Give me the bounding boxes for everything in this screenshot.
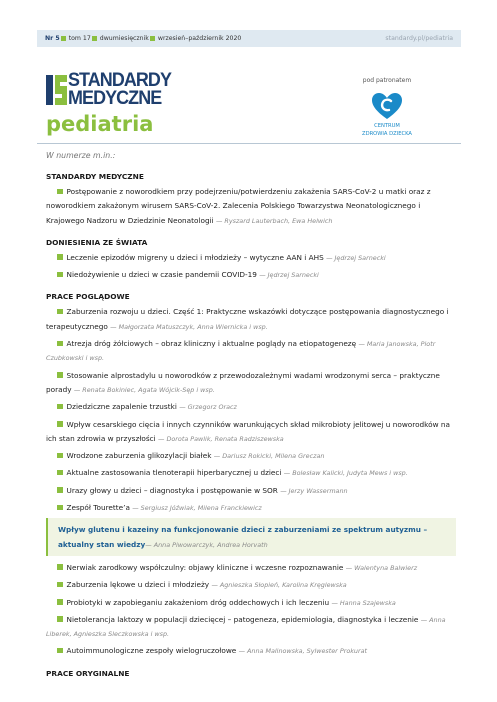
toc-item-title: Wrodzone zaburzenia glikozylacji białek [66, 451, 212, 461]
toc-item-authors: — Małgorzata Matuszczyk, Anna Wiernicka i wsp. [110, 322, 268, 331]
toc-item-title: Autoimmunologiczne zespoły wielogruczołowe [66, 646, 237, 656]
toc-item-title: Leczenie epizodów migreny u dzieci i młodzieży – wytyczne AAN i AHS [66, 252, 324, 262]
toc-item[interactable] [46, 596, 456, 610]
featured-article[interactable] [46, 518, 456, 556]
toc-item-authors: — Dorota Pawlik, Renata Radziszewska [158, 434, 284, 443]
czd-heart-icon [370, 92, 404, 122]
bullet-icon [57, 470, 63, 476]
toc-item[interactable] [46, 561, 456, 575]
bullet-icon [57, 582, 63, 588]
toc-item-title: Zaburzenia rozwoju u dzieci. Część 1: Praktyczne wskazówki dotyczące postępowania diagnostycznego i terapeutycznego [46, 307, 449, 331]
journal-subtitle: pediatria [46, 112, 154, 136]
toc-item-title: Dziedziczne zapalenie trzustki [66, 402, 177, 412]
toc-item[interactable] [46, 449, 456, 463]
toc-item[interactable] [46, 613, 456, 642]
toc-item[interactable] [46, 501, 456, 515]
toc-item[interactable] [46, 644, 456, 658]
toc-item-authors: — Hanna Szajewska [331, 598, 396, 607]
bullet-icon [57, 616, 63, 622]
section-title: DONIESIENIA ZE ŚWIATA [46, 237, 148, 247]
bullet-icon [57, 404, 63, 410]
bullet-icon [57, 372, 63, 378]
toc-item-authors: — Dariusz Rokicki, Milena Greczan [213, 452, 325, 461]
toc-item[interactable] [46, 484, 456, 498]
bullet-icon [57, 254, 63, 260]
toc-item-title: Nerwiak zarodkowy współczulny: objawy kliniczne i wczesne rozpoznawanie [66, 562, 344, 572]
toc-item[interactable] [46, 185, 456, 228]
featured-article-title: Wpływ glutenu i kazeiny na funkcjonowanie dzieci z zaburzeniami ze spektrum autyzmu – aktualny stan wiedzy [58, 525, 428, 549]
section-title: STANDARDY MEDYCZNE [46, 172, 144, 181]
toc-item-authors: — Anna Malinowska, Sylwester Prokurat [238, 647, 368, 656]
toc-item-authors: — Jerzy Wassermann [280, 486, 348, 495]
toc-item[interactable] [46, 466, 456, 480]
toc-item-title: Zespół Tourette’a [66, 503, 130, 513]
toc-item-authors: — Ryszard Lauterbach, Ewa Helwich [215, 216, 333, 225]
patronage-block [345, 77, 429, 138]
toc-item-title: Stosowanie alprostadylu u noworodków z przewodozależnymi wadami wrodzonymi serca – praktyczne porady [46, 370, 440, 394]
toc-item[interactable] [46, 400, 456, 414]
toc-item-title: Zaburzenia lękowe u dzieci i młodzieży [66, 580, 210, 590]
toc-item[interactable] [46, 251, 456, 265]
section-title: PRACE ORYGINALNE [46, 668, 130, 678]
frequency: dwumiesięcznik [99, 35, 149, 42]
period: wrzesień–październik 2020 [157, 35, 242, 42]
toc-item-authors: — Renata Bokiniec, Agata Wójcik-Sęp i wsp. [73, 385, 215, 394]
toc-item-title: Probiotyki w zapobieganiu zakażeniom dróg oddechowych i ich leczeniu [66, 597, 330, 607]
patron-org-line-1: CENTRUM [374, 123, 400, 129]
toc-item[interactable] [46, 305, 456, 334]
bullet-icon [57, 341, 63, 347]
issue-info-bar [37, 30, 461, 47]
toc-item-title: Wpływ cesarskiego cięcia i innych czynników warunkujących skład mikrobioty jelitowej u noworodków na ich stan zdrowia w przyszłości [46, 419, 450, 443]
toc-item[interactable] [46, 418, 456, 447]
bullet-icon [57, 487, 63, 493]
toc-item-authors: — Grzegorz Oracz [179, 403, 237, 412]
patron-org-line-2: ZDROWIA DZIECKA [362, 131, 412, 137]
logo-line-1: STANDARDY [68, 69, 172, 91]
toc-item-authors: — Anna Liberek, Agnieszka Sleczkowska i wsp. [46, 615, 446, 639]
bullet-icon [57, 189, 63, 195]
bullet-icon [61, 36, 66, 41]
website-link[interactable]: standardy.pl/pediatria [385, 35, 453, 42]
bullet-icon [57, 505, 63, 511]
bullet-icon [57, 421, 63, 427]
toc-item-title: Urazy głowy u dzieci – diagnostyka i postępowanie w SOR [66, 485, 278, 495]
toc-item-title: Niedożywienie u dzieci w czasie pandemii COVID-19 [66, 270, 257, 280]
toc-item-authors: — Maria Janowska, Piotr Czubkowski i wsp. [46, 340, 436, 363]
bullet-icon [57, 272, 63, 278]
toc-item-authors: — Agnieszka Słopień, Karolina Kręglewska [211, 581, 347, 590]
toc-item-authors: — Walentyna Balwierz [345, 563, 418, 572]
featured-article-authors: — Anna Piwowarczyk, Andrea Horvath [145, 540, 268, 549]
logo-line-2: MEDYCZNE [68, 87, 162, 109]
toc-item-authors: — Sergiusz Jóźwiak, Milena Franckiewicz [132, 504, 262, 513]
logo-mark-icon [46, 73, 68, 107]
logo-wordmark [68, 71, 171, 107]
toc-item[interactable] [46, 578, 456, 592]
bullet-icon [150, 36, 155, 41]
toc-item-title: Atrezja dróg żółciowych – obraz kliniczny i aktualne poglądy na etiopatogenezę [66, 339, 357, 349]
section-title: PRACE POGLĄDOWE [46, 292, 130, 302]
bullet-icon [57, 453, 63, 459]
intro-text: W numerze m.in.: [46, 151, 116, 160]
toc-item[interactable] [46, 369, 456, 398]
bullet-icon [57, 599, 63, 605]
toc-item-authors: — Jędrzej Sarnecki [326, 253, 386, 262]
toc-item-authors: — Bolesław Kalicki, Judyta Mews i wsp. [283, 469, 408, 478]
bullet-icon [57, 648, 63, 654]
toc-item-title: Postępowanie z noworodkiem przy podejrzeniu/potwierdzeniu zakażenia SARS-CoV-2 u matki oraz z noworodkiem zakażonym wirusem SARS-CoV-2. Zalecenia Polskiego Towarzystwa Neonatologicznego i Krajowego Nadzoru w Dziedzinie Neonatologii [46, 187, 431, 225]
volume: tom 17 [68, 35, 91, 42]
bullet-icon [92, 36, 97, 41]
divider [37, 143, 461, 144]
bullet-icon [57, 309, 63, 315]
bullet-icon [57, 564, 63, 570]
table-of-contents [46, 150, 456, 682]
toc-item[interactable] [46, 337, 456, 366]
patronage-label: pod patronatem [362, 77, 412, 84]
toc-item-authors: — Jędrzej Sarnecki [259, 271, 319, 280]
toc-item-title: Aktualne zastosowania tlenoterapii hiperbarycznej u dzieci [66, 468, 282, 478]
toc-item[interactable] [46, 268, 456, 282]
toc-item-title: Nietolerancja laktozy w populacji dziecięcej – patogeneza, epidemiologia, diagnostyka i leczenie [66, 614, 419, 624]
issue-number: Nr 5 [45, 35, 60, 42]
